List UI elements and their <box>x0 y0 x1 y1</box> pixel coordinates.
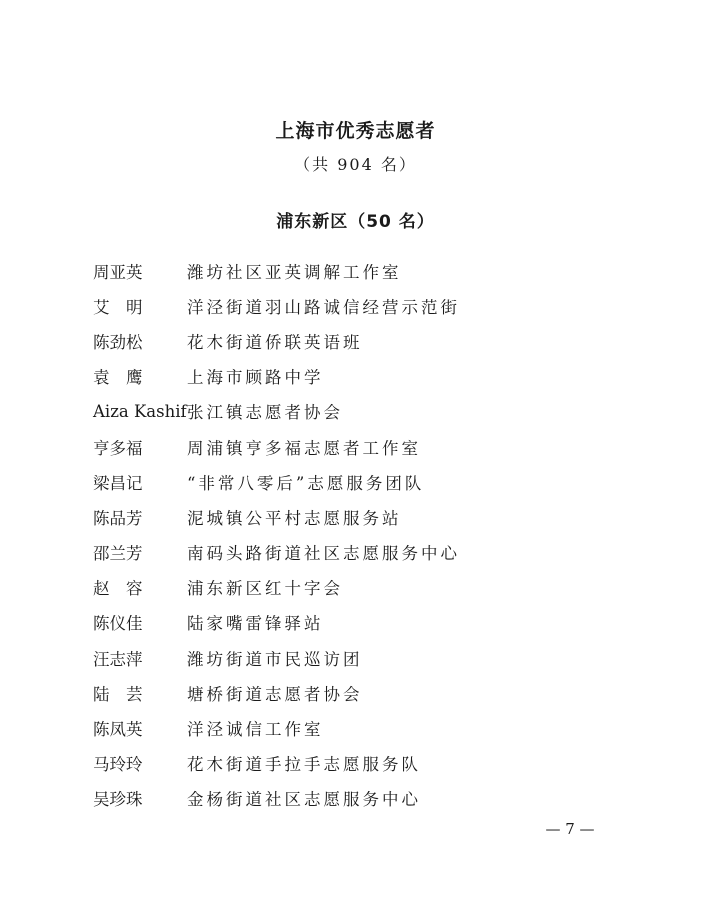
document-title: 上海市优秀志愿者 <box>275 120 436 142</box>
list-item <box>93 710 653 745</box>
volunteer-name: 邵兰芳 <box>93 544 143 564</box>
volunteer-name: 梁昌记 <box>93 473 143 493</box>
volunteer-organization: 上海市顾路中学 <box>187 368 324 388</box>
list-item <box>93 359 653 394</box>
list-item <box>93 535 653 570</box>
volunteer-organization: 泥城镇公平村志愿服务站 <box>187 508 402 528</box>
volunteer-organization: 南码头路街道社区志愿服务中心 <box>187 544 460 564</box>
list-item <box>93 394 653 429</box>
volunteer-name: 陆 芸 <box>93 684 143 704</box>
volunteer-name: 马玲玲 <box>93 755 143 775</box>
document-subtitle: （共 904 名） <box>294 155 417 174</box>
volunteer-organization: 花木街道侨联英语班 <box>187 332 363 352</box>
page-number: — 7 — <box>545 820 595 838</box>
list-item <box>93 323 653 358</box>
list-item <box>93 464 653 499</box>
volunteer-name: 陈劲松 <box>93 332 143 352</box>
volunteer-organization: 塘桥街道志愿者协会 <box>187 684 363 704</box>
volunteer-organization: 金杨街道社区志愿服务中心 <box>187 790 421 810</box>
volunteer-organization: 洋泾诚信工作室 <box>187 720 324 740</box>
section-heading: 浦东新区（50 名） <box>276 212 435 232</box>
volunteer-organization: 潍坊街道市民巡访团 <box>187 649 363 669</box>
volunteer-organization: 陆家嘴雷锋驿站 <box>187 614 324 634</box>
volunteer-name: 陈品芳 <box>93 508 143 528</box>
volunteer-name: 汪志萍 <box>93 649 143 669</box>
volunteer-organization: 张江镇志愿者协会 <box>187 403 343 423</box>
list-item <box>93 605 653 640</box>
list-item <box>93 746 653 781</box>
volunteer-organization: 潍坊社区亚英调解工作室 <box>187 262 402 282</box>
list-item <box>93 640 653 675</box>
list-item <box>93 499 653 534</box>
volunteer-name: 陈仪佳 <box>93 614 143 634</box>
volunteer-name: 吴珍珠 <box>93 790 143 810</box>
list-item <box>93 781 653 816</box>
volunteer-name: 陈凤英 <box>93 720 143 740</box>
volunteer-organization: “非常八零后”志愿服务团队 <box>187 473 425 493</box>
volunteer-name: 周亚英 <box>93 262 143 282</box>
volunteer-name: 赵 容 <box>93 579 143 599</box>
list-item <box>93 253 653 288</box>
volunteer-organization: 花木街道手拉手志愿服务队 <box>187 755 421 775</box>
volunteer-name: Aiza Kashif <box>93 401 187 421</box>
volunteer-organization: 浦东新区红十字会 <box>187 579 343 599</box>
list-item <box>93 288 653 323</box>
volunteer-name: 袁 鹰 <box>93 368 143 388</box>
volunteer-name: 亨多福 <box>93 438 143 458</box>
volunteer-name: 艾 明 <box>93 297 143 317</box>
list-item <box>93 570 653 605</box>
volunteer-organization: 洋泾街道羽山路诚信经营示范街 <box>187 297 460 317</box>
list-item <box>93 429 653 464</box>
volunteer-list <box>93 253 653 816</box>
volunteer-organization: 周浦镇亨多福志愿者工作室 <box>187 438 421 458</box>
list-item <box>93 675 653 710</box>
